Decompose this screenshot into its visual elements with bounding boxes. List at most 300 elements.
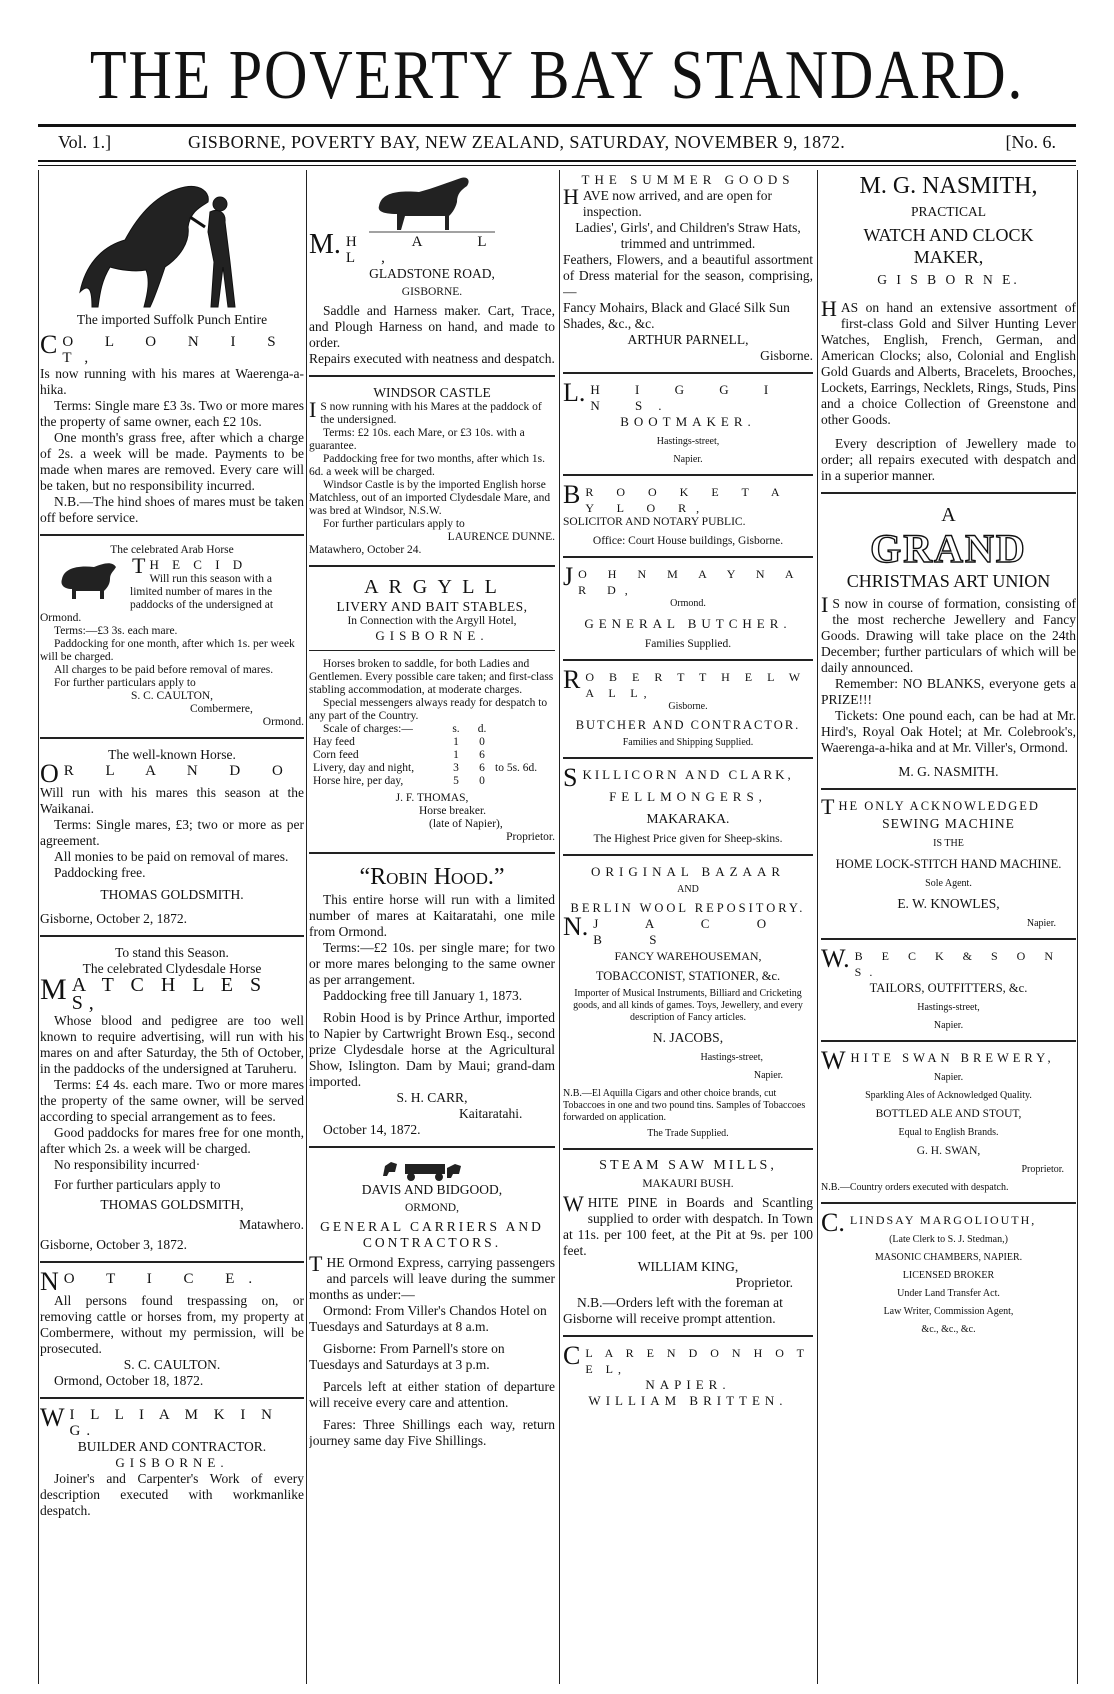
ad-clarendon-hotel [563,1341,813,1409]
beck-initial: W. [821,944,850,973]
table-cell: 1 [453,749,459,761]
cid-name-rest: H E C I D [149,557,248,572]
cid-initial: T [132,553,146,578]
ad-orlando [40,747,304,927]
cid-text-2: Terms:—£3 3s. each mare. [54,625,178,637]
matchless-place: Matawhero. [239,1217,304,1232]
hall-text-4: Repairs executed with neatness and despatch. [309,351,555,366]
swan-signature: G. H. SWAN, [916,1145,981,1157]
brooke-initial: B [563,480,581,509]
maynard-text-1: Ormond. [670,598,706,609]
summer-text-4: Fancy Mohairs, Black and Glacé Silk Sun Shades, &c., &c. [563,300,790,331]
column-2 [309,172,555,1682]
thelwall-name-rest: O B E R T T H E L W A L L, [585,670,806,700]
ad-original-bazaar [563,864,813,1140]
union-title: CHRISTMAS ART UNION [846,571,1051,591]
column-separator [309,375,555,377]
volume-label: Vol. 1.] [58,132,112,152]
colonist-text-2: Terms: Single mare £3 3s. Two or more mares the property of same owner, each £2 10s. [40,398,304,429]
colonist-initial: C [40,330,58,359]
cid-text-5: For further particulars apply to [54,677,196,689]
sewing-text-5: Sole Agent. [925,878,972,889]
beck-text-1: TAILORS, OUTFITTERS, &c. [869,981,1028,995]
table-cell [495,736,555,749]
union-signature: M. G. NASMITH. [898,764,999,779]
summer-initial: H [563,184,579,209]
masthead-title: THE POVERTY BAY STANDARD. [89,37,1025,114]
argyll-signature: J. F. THOMAS, [395,792,469,804]
argyll-text-5: Special messengers always ready for despatch to any part of the Country. [309,697,548,722]
nasmith-text-5-body: AS on hand an extensive assortment of first-class Gold and Silver Hunting Lever Watches, English, French, German, and American Clocks; also, Colonial and English Gold Guards and Alberts, Bracelets, Brooches, Lockets, Earrings, Necklets, Rings, Studs, Pins and a choice Collection of Greenstone and other Goods. [821,300,1076,427]
saw-text-2 [563,1191,813,1259]
cid-text-4: All charges to be paid before removal of mares. [54,664,274,676]
column-separator [309,852,555,854]
matchless-text-5: For further particulars apply to [54,1177,221,1192]
colonist-text-4: N.B.—The hind shoes of mares must be taken off before service. [40,494,304,525]
column-separator [563,757,813,759]
table-cell: 0 [479,736,485,748]
table-cell: Horse hire, per day, [313,775,404,787]
matchless-initial: M [40,973,67,1006]
matchless-name [40,973,304,1014]
coach-illustration [309,1156,555,1182]
windsor-signature: LAURENCE DUNNE. [447,531,555,543]
brooke-name [563,480,813,516]
bazaar-text-5: TOBACCONIST, STATIONER, &c. [595,969,781,983]
union-initial: I [821,592,829,617]
higgins-name [563,378,813,414]
lindsay-name [821,1208,1076,1237]
colonist-text-1: Is now running with his mares at Waerenga-a-hika. [40,366,304,397]
column-1 [40,172,304,1682]
column-separator [821,492,1076,494]
horse-and-groom-illustration [40,172,304,312]
maynard-name-rest: O H N M A Y N A R D, [578,567,802,597]
table-cell: Scale of charges:— [323,723,413,735]
sewing-initial: T [821,794,835,819]
orlando-caption: The well-known Horse. [108,747,236,762]
sewing-text-1 [821,794,1076,819]
nasmith-text-1: PRACTICAL [910,204,986,219]
sewing-text-1-body: HE ONLY ACKNOWLEDGED [838,799,1040,813]
robin-text-4: Robin Hood is by Prince Arthur, imported to Napier by Cartwright Brown Esq., second prize Clydesdale horse at the Agricultural Show, Islington. Dam by Maui; grand-dam imported. [309,1010,555,1089]
windsor-title: WINDSOR CASTLE [373,385,491,400]
column-rule [38,170,39,1684]
ad-skillicorn-clark [563,763,813,846]
higgins-initial: L. [563,378,586,407]
windsor-initial: I [309,397,317,422]
orlando-text-3: All monies to be paid on removal of mares. [54,849,289,864]
davis-text-1: DAVIS AND BIDGOOD, [361,1182,503,1197]
saw-signature: WILLIAM KING, [637,1259,739,1274]
hall-name [309,229,555,266]
table-cell: 1 [453,736,459,748]
table-cell: to 5s. 6d. [495,762,538,774]
orlando-name-rest: R L A N D O [63,763,297,779]
notice-text-1: All persons found trespassing on, or removing cattle or horses from, my property at Combermere, without my permission, will be prosecuted. [40,1293,304,1356]
table-row [309,775,555,788]
saw-text-3: N.B.—Orders left with the foreman at Gisborne will receive prompt attention. [563,1295,783,1326]
sewing-text-2: SEWING MACHINE [882,816,1015,831]
hall-text-1: GLADSTONE ROAD, [369,266,495,281]
higgins-name-rest: H I G G I N S. [590,382,785,413]
swan-text-5: N.B.—Country orders executed with despatch. [821,1182,1009,1193]
matchless-pre-1: To stand this Season. [115,945,229,960]
davis-text-6: Ormond: From Viller's Chandos Hotel on Tuesdays and Saturdays at 8 a.m. [309,1303,547,1334]
column-separator [309,1146,555,1148]
matchless-date: Gisborne, October 3, 1872. [40,1237,187,1252]
colonist-caption: The imported Suffolk Punch Entire [76,312,268,327]
table-cell [495,749,555,762]
ad-brooke-taylor [563,480,813,548]
hall-name-rest: H A L L, [345,234,513,266]
swan-text-1: Napier. [933,1072,964,1083]
lindsay-text-1: (Late Clerk to S. J. Stedman,) [889,1234,1008,1245]
masthead-rule-bottom [38,160,1076,162]
davis-text-4: CONTRACTORS. [362,1235,502,1250]
ad-colonist [40,172,304,526]
windsor-text-1 [309,397,555,427]
sewing-text-3: IS THE [933,838,964,849]
brooke-text-2: Office: Court House buildings, Gisborne. [592,535,784,547]
matchless-text-1: Whose blood and pedigree are too well known to require advertising, will run with his mares on and after Saturday, the 5th of October, in the paddocks of the undersigned at Taruheru. [40,1013,304,1076]
skillicorn-text-2: MAKARAKA. [646,811,730,826]
ad-m-hall [309,172,555,367]
lindsay-initial: C. [821,1208,845,1237]
column-separator [40,1397,304,1399]
robin-title: “Robin Hood.” [359,864,505,890]
ad-davis-bidgood [309,1156,555,1449]
summer-text-1-body: AVE now arrived, and are open for inspection. [582,188,772,219]
column-separator [563,659,813,661]
ad-white-swan-brewery [821,1046,1076,1194]
summer-text-3: Feathers, Flowers, and a beautiful assortment of Dress material for the season, comprising,— [563,252,813,299]
swan-signature-2: Proprietor. [1021,1164,1064,1175]
table-cell: Hay feed [313,736,355,748]
beck-name-rest: B E C K & S O N S. [854,949,1061,979]
skillicorn-initial: S [563,763,578,792]
column-separator [40,1261,304,1263]
cid-caption: The celebrated Arab Horse [110,544,234,556]
matchless-pre-2: The celebrated Clydesdale Horse [82,961,262,976]
argyll-title: A R G Y L L [364,576,500,598]
table-cell: 3 [453,762,459,774]
bazaar-signature-2: Hastings-street, [700,1052,763,1063]
argyll-text-2: In Connection with the Argyll Hotel, [347,615,517,627]
sewing-signature: E. W. KNOWLES, [897,896,1000,911]
ad-christmas-art-union [821,502,1076,780]
union-a: A [941,504,956,526]
maynard-initial: J [563,562,574,591]
cid-text-1: Will run this season with a limited number of mares in the paddocks of the undersigned at Ormond. [40,573,274,624]
davis-text-9: Fares: Three Shillings each way, return journey same day Five Shillings. [309,1417,555,1448]
orlando-text-2: Terms: Single mares, £3; two or more as per agreement. [40,817,304,848]
column-rule [559,170,560,1684]
brooke-name-rest: R O O K E T A Y L O R, [585,485,789,515]
swan-name-rest: HITE SWAN BREWERY, [850,1051,1055,1065]
notice-date: Ormond, October 18, 1872. [54,1373,204,1388]
column-separator [821,788,1076,790]
king-text-2: GISBORNE. [115,1455,229,1470]
king-name [40,1403,304,1439]
column-separator [821,1202,1076,1204]
ad-matchless [40,945,304,1253]
beck-text-3: Napier. [933,1020,964,1031]
ad-the-cid [40,544,304,729]
davis-text-5-body: HE Ormond Express, carrying passengers and parcels will leave during the summer months as under:— [309,1255,555,1302]
argyll-text-4: Horses broken to saddle, for both Ladies and Gentlemen. Every possible care taken; and first-class stabling accommodation, at moderate charges. [309,658,554,696]
column-separator [563,556,813,558]
ad-windsor-castle [309,385,555,557]
windsor-text-4: Windsor Castle is by the imported English horse Matchless, out of an imported Clydesdale Mare, and was bred at Windsor, N.S.W. [309,479,551,517]
robin-signature: S. H. CARR, [396,1090,468,1105]
argyll-text-1: LIVERY AND BAIT STABLES, [336,599,528,614]
bazaar-text-6: Importer of Musical Instruments, Billiard and Cricketing goods, and all kinds of games. Toys, Jewellery, and every description of Fancy articles. [573,988,803,1023]
table-cell: 6 [479,762,485,774]
ad-steam-saw-mills [563,1158,813,1327]
column-separator [563,474,813,476]
ad-higgins [563,378,813,466]
ad-summer-goods [563,172,813,364]
saw-initial: W [563,1191,584,1216]
swan-name [821,1046,1076,1075]
issue-number: [No. 6. [1005,132,1056,152]
union-text-1 [821,592,1076,676]
king-name-rest: I L L I A M K I N G. [69,1407,278,1439]
argyll-signature-2: Horse breaker. [419,805,487,817]
maynard-text-2: GENERAL BUTCHER. [584,616,792,631]
ad-notice [40,1267,304,1389]
bazaar-text-3: BERLIN WOOL REPOSITORY. [570,901,806,915]
union-text-1-body: S now in course of formation, consisting of the most recherche Jewellery and Fancy Goods. Drawing will take place on the 24th December; further particulars of which will be daily announced. [821,596,1076,675]
robin-place: Kaitaratahi. [459,1106,523,1121]
bazaar-initial: N. [563,912,589,941]
lindsay-name-rest: LINDSAY MARGOLIOUTH, [849,1213,1037,1227]
nasmith-text-6: Every description of Jewellery made to order; all repairs executed with despatch and in a superior manner. [821,436,1076,483]
nasmith-text-2: WATCH AND CLOCK [863,225,1034,245]
swan-text-3: BOTTLED ALE AND STOUT, [875,1108,1022,1120]
skillicorn-name-rest: KILLICORN AND CLARK, [582,767,794,782]
saw-signature-2: Proprietor. [735,1275,793,1290]
lindsay-text-6: &c., &c., &c. [921,1324,976,1335]
davis-initial: T [309,1251,323,1276]
maynard-text-3: Families Supplied. [644,638,732,650]
summer-text-2: Ladies', Girls', and Children's Straw Hats, trimmed and untrimmed. [575,220,801,251]
notice-signature: S. C. CAULTON. [123,1357,221,1372]
maynard-name [563,562,813,598]
robin-date: October 14, 1872. [323,1122,421,1137]
thelwall-name [563,665,813,701]
column-rule [306,170,307,1684]
skillicorn-text-1: FELLMONGERS, [609,789,767,804]
robin-text-2: Terms:—£2 10s. per single mare; for two or more mares belonging to the same owner as per arrangement. [309,940,555,987]
column-separator [40,935,304,937]
cid-text-3: Paddocking for one month, after which 1s. per week will be charged. [40,638,295,663]
cid-header [40,553,304,625]
table-cell [495,723,555,736]
ad-nasmith [821,172,1076,484]
lindsay-text-3: LICENSED BROKER [902,1270,995,1281]
king-text-1: BUILDER AND CONTRACTOR. [77,1439,267,1454]
notice-initial: N [40,1267,59,1296]
masthead-rule-thin [38,165,1076,166]
bazaar-name [563,912,813,948]
saw-text-2-body: HITE PINE in Boards and Scantling supplied to order with despatch. In Town at 11s. per 100 feet, at the Pit at 9s. per 100 feet. [563,1195,813,1258]
lindsay-text-4: Under Land Transfer Act. [897,1288,1000,1299]
union-grand: GRAND [870,526,1027,571]
king-initial: W [40,1403,65,1432]
ad-robert-thelwall [563,665,813,749]
matchless-signature: THOMAS GOLDSMITH, [100,1197,244,1212]
nasmith-initial: H [821,296,837,321]
colonist-name-rest: O L O N I S T, [62,334,290,366]
cid-place-2: Ormond. [262,716,304,728]
nasmith-text-5 [821,296,1076,428]
ad-lindsay-margoliouth [821,1208,1076,1336]
table-row [309,762,555,775]
clarendon-name-rest: L A R E N D O N H O T E L, [585,1346,809,1376]
davis-text-3: GENERAL CARRIERS AND [320,1219,544,1234]
bazaar-text-2: AND [677,884,699,895]
nasmith-text-3: MAKER, [913,247,984,267]
davis-text-2: ORMOND, [405,1202,459,1214]
argyll-text-3: GISBORNE. [375,628,489,643]
table-cell: 6 [479,749,485,761]
bazaar-text-4: FANCY WAREHOUSEMAN, [614,949,762,963]
beck-name [821,944,1076,980]
orlando-text-1: Will run with his mares this season at the Waikanai. [40,785,304,816]
orlando-text-4: Paddocking free. [54,865,146,880]
thelwall-text-1: Gisborne. [668,701,708,712]
hall-text-3: Saddle and Harness maker. Cart, Trace, and Plough Harness on hand, and made to order. [309,303,555,350]
table-cell: s. [452,723,460,735]
column-separator [309,650,555,651]
summer-title: THE SUMMER GOODS [581,172,795,187]
cid-signature: S. C. CAULTON, [130,690,214,702]
davis-text-8: Parcels left at either station of departure will receive every care and attention. [309,1379,555,1410]
column-separator [40,534,304,536]
windsor-date: Matawhero, October 24. [309,544,422,556]
beck-text-2: Hastings-street, [917,1002,980,1013]
summer-place: Gisborne. [760,348,813,363]
colonist-name [40,330,304,366]
union-text-2: Remember: NO BLANKS, everyone gets a PRIZE!!! [821,676,1076,707]
argyll-signature-4: Proprietor. [506,831,555,843]
clarendon-text-2: WILLIAM BRITTEN. [588,1393,788,1408]
matchless-text-4: No responsibility incurred· [54,1157,201,1172]
arab-horse-illustration [54,559,124,601]
sewing-text-4: HOME LOCK-STITCH HAND MACHINE. [835,857,1062,871]
column-separator [821,1040,1076,1042]
nasmith-text-4: G I S B O R N E. [877,272,1020,287]
column-separator [563,372,813,374]
column-4 [821,172,1076,1682]
higgins-text-3: Napier. [673,454,703,465]
table-cell [495,775,555,788]
skillicorn-name [563,763,813,792]
summer-signature: ARTHUR PARNELL, [627,332,749,347]
colonist-text-3: One month's grass free, after which a charge of 2s. a week will be made. Payments to be made when mares are removed. Every care will be taken, but no responsibility incurred. [40,430,304,493]
column-separator [821,938,1076,940]
ad-sewing-machine [821,794,1076,930]
orlando-signature: THOMAS GOLDSMITH. [100,887,244,902]
higgins-text-1: BOOTMAKER. [620,414,756,429]
column-separator [563,1335,813,1337]
notice-name-rest: O T I C E. [63,1271,267,1287]
sewing-place: Napier. [1026,918,1056,929]
clarendon-name [563,1341,813,1377]
bazaar-signature-3: Napier. [753,1070,783,1081]
column-separator [563,1148,813,1150]
nasmith-title: M. G. NASMITH, [859,173,1038,199]
matchless-text-3: Good paddocks for mares free for one month, after which 2s. a week will be charged. [40,1125,304,1156]
clarendon-initial: C [563,1341,581,1370]
orlando-date: Gisborne, October 2, 1872. [40,911,187,926]
hall-text-2: GISBORNE. [401,286,463,298]
matchless-name-rest: A T C H L E S S, [71,974,268,1014]
column-3 [563,172,813,1682]
column-separator [40,737,304,739]
brooke-text-1: SOLICITOR AND NOTARY PUBLIC. [563,516,746,528]
table-cell: 0 [479,775,485,787]
bazaar-name-rest: J A C O B S [593,916,789,947]
king-text-3: Joiner's and Carpenter's Work of every description executed with workmanlike despatch. [40,1471,304,1518]
robin-text-1: This entire horse will run with a limited number of mares at Kaitaratahi, one mile from Ormond. [309,892,555,939]
dateline [38,132,1076,156]
swan-initial: W [821,1046,846,1075]
horse-illustration [309,172,555,234]
dateline-text: GISBORNE, POVERTY BAY, NEW ZEALAND, SATURDAY, NOVEMBER 9, 1872. [188,132,846,152]
ad-john-maynard [563,562,813,651]
table-cell: d. [477,723,487,735]
skillicorn-text-3: The Highest Price given for Sheep-skins. [593,833,783,845]
table-cell: Corn feed [313,749,359,761]
table-cell: Livery, day and night, [313,762,415,774]
cid-place-1: Combermere, [190,703,253,715]
davis-text-5 [309,1251,555,1303]
orlando-name [40,759,304,788]
saw-text-1: MAKAURI BUSH. [642,1178,734,1190]
table-cell: 5 [453,775,459,787]
table-row [309,723,555,736]
table-row [309,736,555,749]
clarendon-text-1: NAPIER. [645,1377,731,1392]
windsor-text-2: Terms: £2 10s. each Mare, or £3 10s. with a guarantee. [309,427,525,452]
davis-text-7: Gisborne: From Parnell's store on Tuesdays and Saturdays at 3 p.m. [309,1341,505,1372]
column-rule [817,170,818,1684]
higgins-text-2: Hastings-street, [656,436,720,447]
matchless-text-2: Terms: £4 4s. each mare. Two or more mares the property of the same owner, will be served according to special arrangement as to fees. [40,1077,304,1124]
union-text-3: Tickets: One pound each, can be had at Mr. Hird's, Royal Oak Hotel; at Mr. Colebrook's, Waerenga-a-hika and at Mr. Viller's, Ormond. [821,708,1076,755]
notice-title [40,1267,304,1296]
ad-robin-hood [309,862,555,1138]
summer-text-1 [563,184,813,220]
robin-text-3: Paddocking free till January 1, 1873. [323,988,523,1003]
bazaar-text-8: The Trade Supplied. [647,1128,729,1139]
bazaar-text-1: ORIGINAL BAZAAR [590,864,786,879]
column-separator [563,854,813,856]
argyll-charges-table [309,723,555,788]
column-rule [1077,170,1078,1684]
thelwall-text-3: Families and Shipping Supplied. [622,737,754,748]
column-separator [309,565,555,567]
thelwall-text-2: BUTCHER AND CONTRACTOR. [575,718,801,732]
ad-william-king [40,1403,304,1519]
ad-beck-sons [821,944,1076,1032]
lindsay-text-2: MASONIC CHAMBERS, NAPIER. [874,1252,1023,1263]
lindsay-text-5: Law Writer, Commission Agent, [883,1306,1014,1317]
table-row [309,749,555,762]
